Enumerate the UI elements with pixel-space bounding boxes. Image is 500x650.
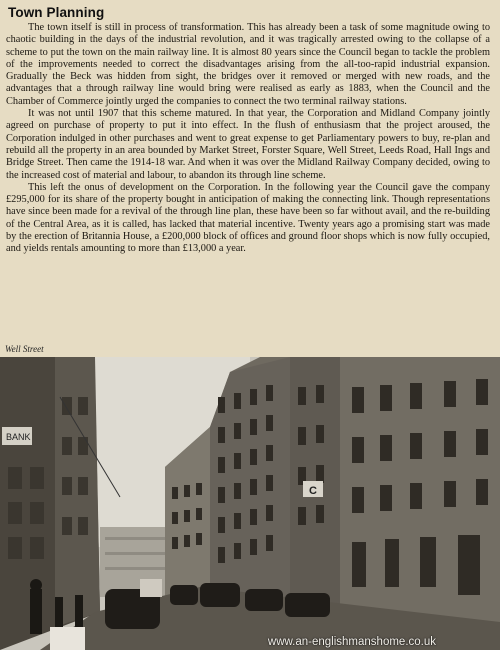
paragraph-1: The town itself is still in process of transformation. This has already been a task of some magnitude owing to chaotic building in the days of the industrial revolution, and it was tragically arrested owing to the collapse of a scheme to put the town on the main railway line. It is almost 80 years since the Council began to tackle the problem of the improvements needed to correct the disadvantages arising from the all-too-rapid industrial expansion. Gradually the Beck was hidden from sight, the bridges over it removed or merged with new roads, and the advantages that a through railway line would bring were realised as early as 1883, when the Council and the Chamber of Commerce jointly urged the companies to connect the two terminal railway stations.	[6, 22, 490, 107]
website-watermark: www.an-englishmanshome.co.uk	[267, 636, 436, 648]
paragraph-3: This left the onus of development on the Corporation. In the following year the Council gave the company £295,000 for its share of the property bought in anticipation of making the connecting link. Though representations have since been made for a revival of the through line plan, these have been so far without avail, and the re-building of the Central Area, as it is called, has lacked that material incentive. Twenty years ago a promising start was made by the erection of Britannia House, a £200,000 block of offices and ground floor shops which is now fully occupied, and yields rentals amounting to more than £13,000 a year.	[6, 181, 490, 255]
street-scene-illustration	[0, 357, 500, 650]
paragraph-2: It was not until 1907 that this scheme matured. In that year, the Corporation and Midland Company jointly agreed on purchase of property to put it into effect. In the flush of enthusiasm that the project aroused, the Corporation indulged in other purchases and went to great expense to get Parliamentary powers to buy, re-plan and rebuild all the property in an area bounded by Market Street, Forster Square, Well Street, Leeds Road, Hall Ings and Bridge Street. Then came the 1914-18 war. And when it was over the Midland Railway Company decided, owing to the increased cost of material and labour, to abandon its through line scheme.	[6, 108, 490, 181]
street-photograph	[0, 357, 500, 650]
c-sign-text: C	[309, 485, 317, 497]
photo-caption: Well Street	[5, 344, 44, 354]
article-body	[6, 22, 490, 256]
section-heading: Town Planning	[8, 5, 105, 20]
left-sign-text: BANK	[6, 432, 31, 442]
